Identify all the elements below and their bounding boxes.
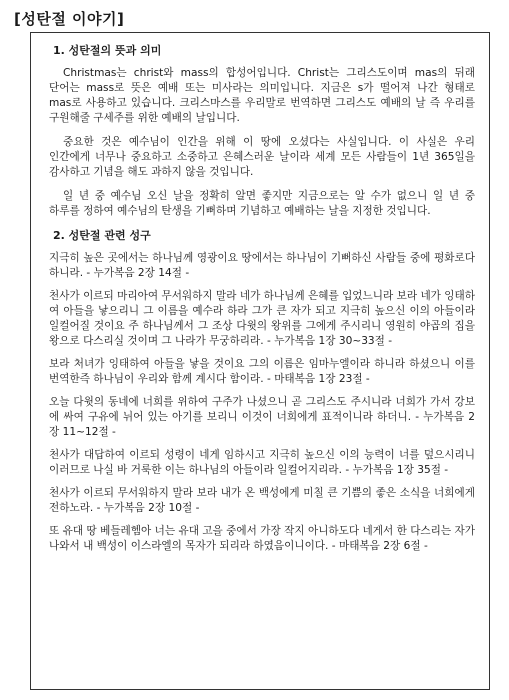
verse: 지극히 높은 곳에서는 하나님께 영광이요 땅에서는 하나님이 기뻐하신 사람들 중에 평화로다 하니라. - 누가복음 2장 14절 -	[49, 252, 475, 279]
page-title: [성탄절 이야기]	[14, 10, 125, 28]
verse: 오늘 다윗의 동네에 너희를 위하여 구주가 나셨으니 곧 그리스도 주시니라 너희가 가서 강보에 싸여 구유에 뉘어 있는 아기를 보리니 이것이 너희에게 표적이니라 하더니. - 누가복음 2장 11~12절 -	[49, 396, 475, 438]
section-heading-meaning: 1. 성탄절의 뜻과 의미	[53, 44, 162, 57]
verse: 천사가 대답하여 이르되 성령이 네게 임하시고 지극히 높으신 이의 능력이 너를 덮으시리니 이러므로 나실 바 거룩한 이는 하나님의 아들이라 일컬어지리라. - 누가복음 1장 35절 -	[49, 449, 475, 476]
section-heading-verses: 2. 성탄절 관련 성구	[53, 229, 151, 242]
paragraph: Christmas는 christ와 mass의 합성어입니다. Christ는 그리스도이며 mas의 뒤래 단어는 mass로 뜻은 예배 또는 미사라는 의미입니다. 지금은 s가 떨어져 나간 형태로 mas로 사용하고 있습니다. 크리스마스를 우리말로 번역하면 그리스도 예배의 날 즉 우리를 구원해줄 구세주를 위한 예배의 날입니다.	[49, 67, 475, 124]
verse: 천사가 이르되 무서워하지 말라 보라 내가 온 백성에게 미칠 큰 기쁨의 좋은 소식을 너희에게 전하노라. - 누가복음 2장 10절 -	[49, 487, 475, 514]
paragraph: 중요한 것은 예수님이 인간을 위해 이 땅에 오셨다는 사실입니다. 이 사실은 우리 인간에게 너무나 중요하고 소중하고 은혜스러운 날이라 세계 모든 사람들이 1년 365일을 감사하고 기념을 해도 과하지 않을 것입니다.	[49, 136, 475, 178]
verse: 천사가 이르되 마리아여 무서워하지 말라 네가 하나님께 은혜를 입었느니라 보라 네가 잉태하여 아들을 낳으리니 그 이름을 예수라 하라 그가 큰 자가 되고 지극히 높으신 이의 아들이라 일컬어질 것이요 주 하나님께서 그 조상 다윗의 왕위를 그에게 주시리니 영원히 야곱의 집을 왕으로 다스리실 것이며 그 나라가 무궁하리라. - 누가복음 1장 30~33절 -	[49, 290, 475, 347]
verse: 또 유대 땅 베들레헴아 너는 유대 고을 중에서 가장 작지 아니하도다 네게서 한 다스리는 자가 나와서 내 백성이 이스라엘의 목자가 되리라 하였음이니이다. - 마태복음 2장 6절 -	[49, 525, 475, 552]
paragraph: 일 년 중 예수님 오신 날을 정확히 알면 좋지만 지금으로는 알 수가 없으니 일 년 중 하루를 정하여 예수님의 탄생을 기뻐하며 기념하고 예배하는 날을 지정한 것입니다.	[49, 190, 475, 217]
content-box	[30, 32, 490, 690]
verse: 보라 처녀가 잉태하여 아들을 낳을 것이요 그의 이름은 임마누엘이라 하니라 하셨으니 이를 번역한즉 하나님이 우리와 함께 계시다 함이라. - 마태복음 1장 23절 -	[49, 358, 475, 385]
